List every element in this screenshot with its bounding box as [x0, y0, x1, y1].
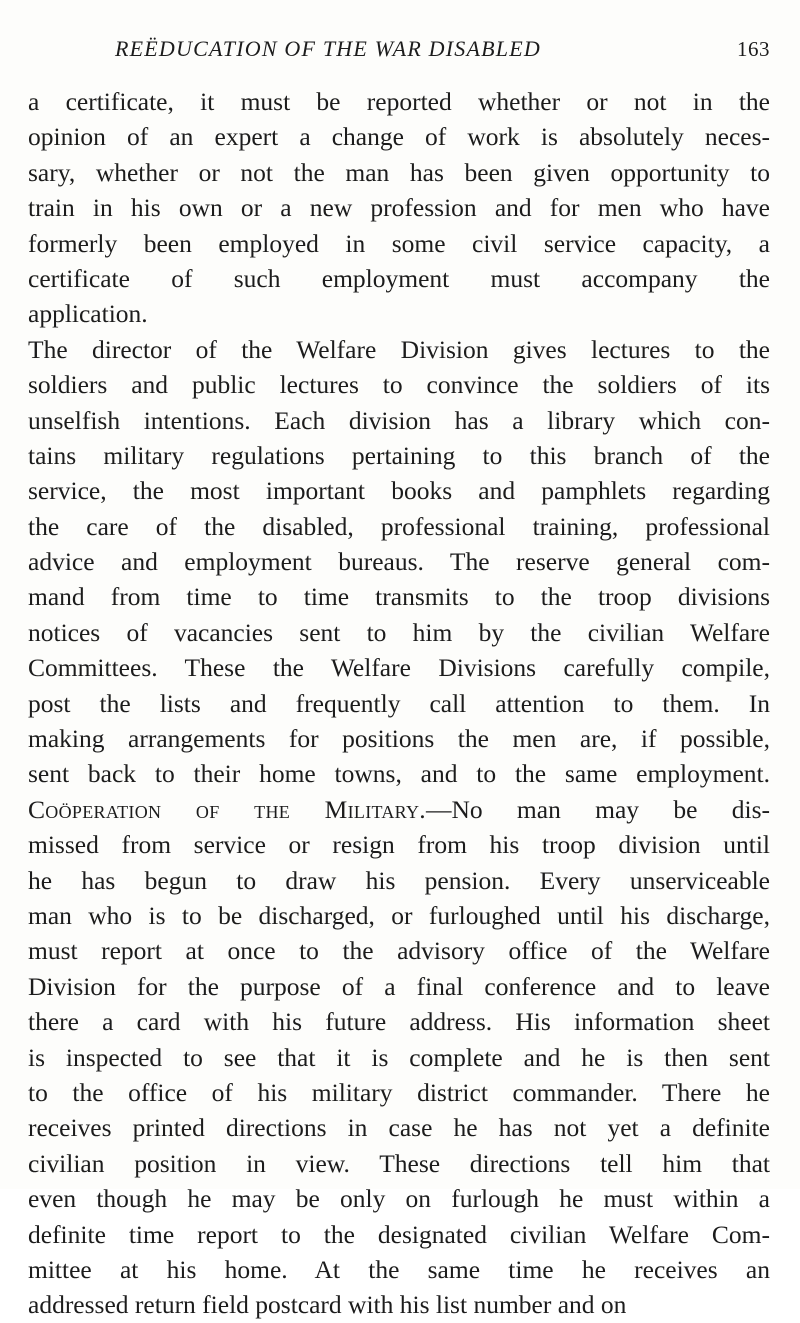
- section-first-line: [28, 792, 770, 827]
- text-line: a certificate, it must be reported whether or not in the: [28, 87, 770, 116]
- text-line: addressed return field postcard with his list number and on: [28, 1290, 627, 1320]
- text-line: there a card with his future address. His information sheet: [28, 1007, 770, 1037]
- running-head: [115, 36, 770, 62]
- text-line: opinion of an expert a change of work is absolutely neces-: [28, 122, 770, 152]
- text-line: sent back to their home towns, and to the same employment.: [28, 759, 770, 789]
- text-line: Division for the purpose of a final conference and to leave: [28, 971, 770, 1001]
- text-line: definite time report to the designated civilian Welfare Com-: [28, 1219, 770, 1249]
- text-line: must report at once to the advisory office of the Welfare: [28, 936, 770, 966]
- text-line: Committees. These the Welfare Divisions carefully compile,: [28, 653, 770, 683]
- text-line: making arrangements for positions the men are, if possible,: [28, 724, 770, 754]
- page-number: 163: [737, 37, 770, 61]
- text-line: unselfish intentions. Each division has a library which con-: [28, 405, 770, 435]
- text-line: civilian position in view. These directions tell him that: [28, 1148, 770, 1178]
- text-line: sary, whether or not the man has been given opportunity to: [28, 157, 770, 187]
- text-line: mittee at his home. At the same time he receives an: [28, 1254, 770, 1284]
- text-line: service, the most important books and pamphlets regarding: [28, 476, 770, 506]
- text-line: advice and employment bureaus. The reserve general com-: [28, 547, 770, 577]
- text-line: certificate of such employment must accompany the: [28, 263, 770, 293]
- text-line: is inspected to see that it is complete and he is then sent: [28, 1042, 770, 1072]
- text-line: to the office of his military district commander. There he: [28, 1077, 770, 1107]
- text-line: post the lists and frequently call attention to them. In: [28, 688, 770, 718]
- text-line: soldiers and public lectures to convince the soldiers of its: [28, 370, 770, 400]
- body-text: [28, 84, 770, 1323]
- text-line: receives printed directions in case he has not yet a definite: [28, 1113, 770, 1143]
- section-first-line-text: —No man may be dis-: [425, 794, 770, 824]
- text-line: the care of the disabled, professional training, professional: [28, 511, 770, 541]
- text-line: missed from service or resign from his troop division until: [28, 830, 770, 860]
- text-line: mand from time to time transmits to the troop divisions: [28, 582, 770, 612]
- text-line: train in his own or a new profession and for men who have: [28, 193, 770, 223]
- text-line: The director of the Welfare Division gives lectures to the: [28, 334, 770, 364]
- text-line: tains military regulations pertaining to this branch of the: [28, 440, 770, 470]
- text-line: formerly been employed in some civil service capacity, a: [28, 228, 770, 258]
- text-line: man who is to be discharged, or furloughed until his discharge,: [28, 900, 770, 930]
- text-line: he has begun to draw his pension. Every unserviceable: [28, 865, 770, 895]
- running-title: REËDUCATION OF THE WAR DISABLED: [115, 36, 541, 61]
- text-line: even though he may be only on furlough he must within a: [28, 1184, 770, 1214]
- text-line: application.: [28, 299, 148, 329]
- section-heading: Coöperation of the Military.: [28, 794, 426, 824]
- text-line: notices of vacancies sent to him by the civilian Welfare: [28, 617, 770, 647]
